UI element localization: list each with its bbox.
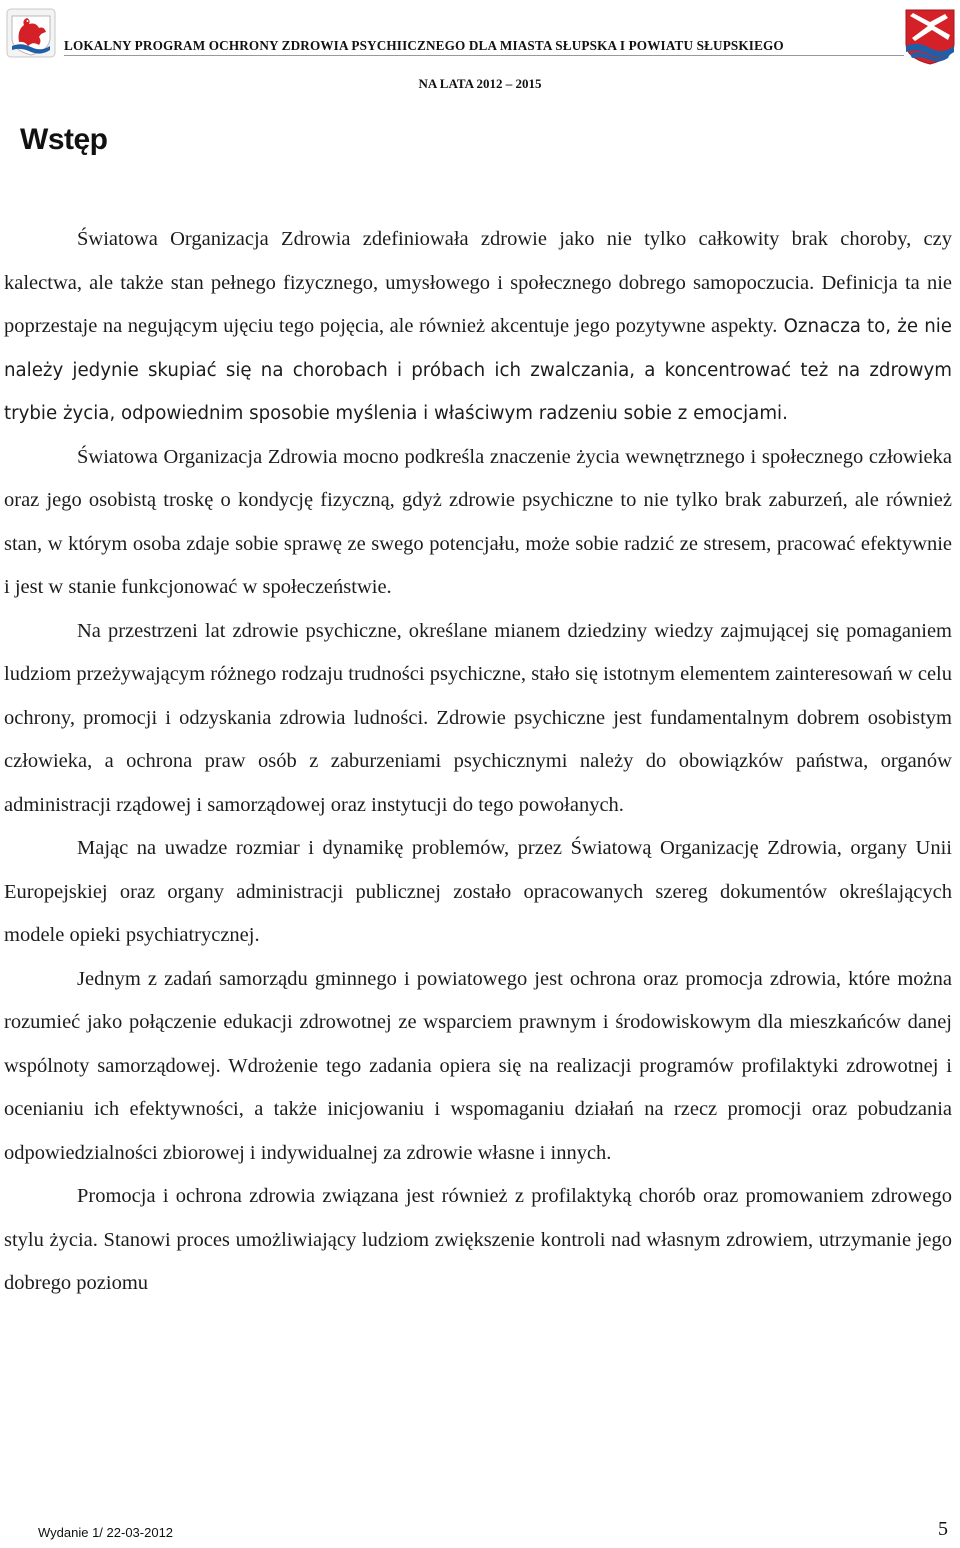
paragraph: Promocja i ochrona zdrowia związana jest również z profilaktyką chorób oraz promowaniem zdrowego stylu życia. Stanowi proces umożliwiający ludziom zwiększenie kontroli nad własnym zdrowiem, utrzymanie jego dobrego poziomu	[4, 1185, 952, 1294]
document-body	[4, 218, 952, 1306]
paragraph: Światowa Organizacja Zdrowia mocno podkreśla znaczenie życia wewnętrznego i społecznego człowieka oraz jego osobistą troskę o kondycję fizyczną, gdyż zdrowie psychiczne to nie tylko brak zaburzeń, ale również stan, w którym osoba zdaje sobie sprawę ze swego potencjału, może sobie radzić ze stresem, pracować efektywnie i jest w stanie funkcjonować w społeczeństwie.	[4, 445, 952, 598]
paragraph-text-sans: Oznacza to, że nie należy jedynie skupiać się na chorobach i próbach ich zwalczania, a koncentrować też na zdrowym trybie życia, odpowiednim sposobie myślenia i właściwym radzeniu sobie z emocjami.	[4, 316, 952, 424]
slupsk-county-crest-icon	[904, 8, 956, 66]
header-divider	[64, 55, 904, 56]
paragraph: Jednym z zadań samorządu gminnego i powiatowego jest ochrona oraz promocja zdrowia, które można rozumieć jako połączenie edukacji zdrowotnej ze wsparciem prawnym i środowiskowym dla mieszkańców danej wspólnoty samorządowej. Wdrożenie tego zadania opiera się na realizacji programów profilaktyki zdrowotnej i ocenianiu ich efektywności, a także inicjowaniu i wspomaganiu działań na rzecz promocji oraz pobudzania odpowiedzialności zbiorowej i indywidualnej za zdrowie własne i innych.	[4, 967, 952, 1164]
paragraph: Mając na uwadze rozmiar i dynamikę problemów, przez Światową Organizację Zdrowia, organy Unii Europejskiej oraz organy administracji publicznej zostało opracowanych szereg dokumentów określających modele opieki psychiatrycznej.	[4, 837, 952, 946]
page-number: 5	[938, 1518, 948, 1540]
paragraph: Na przestrzeni lat zdrowie psychiczne, określane mianem dziedziny wiedzy zajmującej się pomaganiem ludziom przeżywającym różnego rodzaju trudności psychiczne, stało się istotnym elementem zainteresowań w celu ochrony, promocji i odzyskania zdrowia ludności. Zdrowie psychiczne jest fundamentalnym dobrem osobistym człowieka, a ochrona praw osób z zaburzeniami psychicznymi należy do obowiązków państwa, organów administracji rządowej i samorządowej oraz instytucji do tego powołanych.	[4, 619, 952, 816]
griffin-crest-icon	[6, 8, 56, 58]
paragraph-text: Światowa Organizacja Zdrowia zdefiniowała zdrowie jako nie tylko całkowity brak choroby, czy kalectwa, ale także stan pełnego fizycznego, umysłowego i społecznego dobrego samopoczucia. Definicja ta nie poprzestaje na negującym ujęciu tego pojęcia, ale również akcentuje jego pozytywne aspekty.	[4, 228, 952, 337]
section-heading: Wstęp	[20, 123, 108, 156]
program-years: NA LATA 2012 – 2015	[418, 76, 542, 91]
edition-label: Wydanie 1/ 22-03-2012	[38, 1525, 174, 1540]
page-header	[0, 0, 960, 100]
program-title: LOKALNY PROGRAM OCHRONY ZDROWIA PSYCHIICZNEGO DLA MIASTA SŁUPSKA I POWIATU SŁUPSKIEGO	[64, 38, 784, 53]
paragraph	[4, 218, 952, 436]
